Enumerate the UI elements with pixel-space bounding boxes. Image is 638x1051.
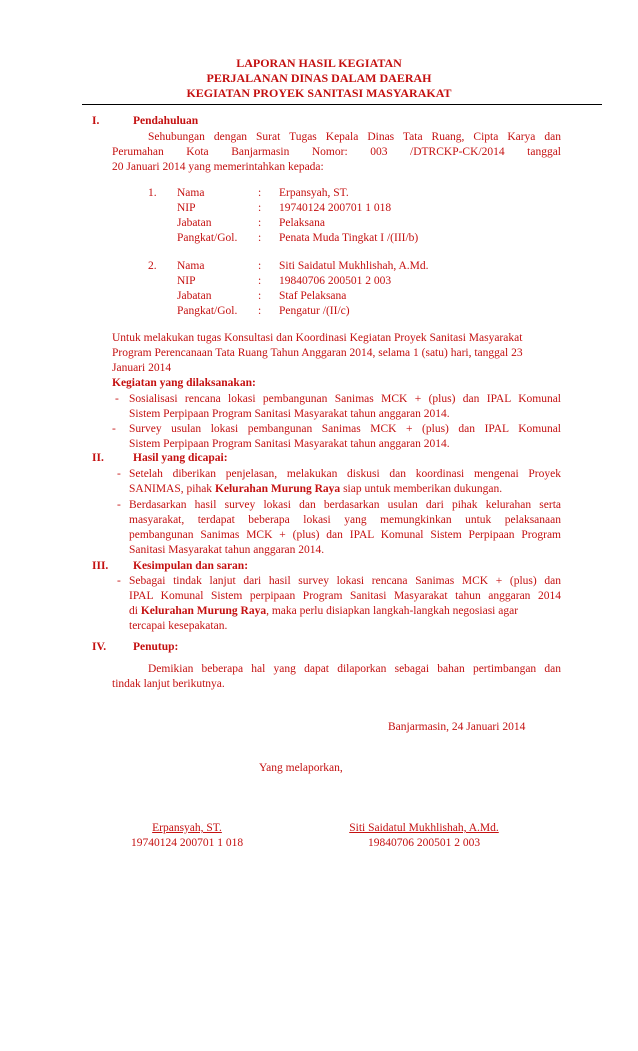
section-1-title: Pendahuluan [133, 115, 199, 127]
signer-2-nip: 19840706 200501 2 003 [367, 837, 481, 849]
kelurahan-name-2: Kelurahan Murung Raya [140, 605, 267, 617]
person-1-position-colon: : [258, 217, 262, 229]
person-1-name-value: Erpansyah, ST. [279, 187, 349, 199]
person-2-name-value: Siti Saidatul Mukhlishah, A.Md. [279, 260, 429, 272]
person-2-nip-colon: : [258, 275, 262, 287]
section-4-number: IV. [92, 641, 107, 653]
result-1-text-pre: SANIMAS, pihak [129, 483, 215, 495]
person-1-rank-value: Penata Muda Tingkat I /(III/b) [279, 232, 419, 244]
activity-2-line-1: Survey usulan lokasi pembangunan Sanimas MCK + (plus) dan IPAL Komunal [129, 423, 561, 435]
place-date: Banjarmasin, 24 Januari 2014 [388, 721, 526, 733]
person-2-rank-value: Pengatur /(II/c) [279, 305, 350, 317]
person-2-number: 2. [148, 260, 157, 272]
section-2-number: II. [92, 452, 104, 464]
conclusion-text-post: , maka perlu disiapkan langkah-langkah negosiasi agar [266, 605, 519, 617]
section-4-title: Penutup: [133, 641, 179, 653]
conclusion-line-3 [129, 604, 518, 619]
activity-1-line-2: Sistem Perpipaan Program Sanitasi Masyarakat tahun anggaran 2014. [129, 408, 450, 420]
result-1-line-1: Setelah diberikan penjelasan, melakukan diskusi dan koordinasi mengenai Proyek [129, 468, 561, 480]
report-title: LAPORAN HASIL KEGIATAN [236, 56, 402, 70]
person-1-nip-colon: : [258, 202, 262, 214]
activity-1-dash: - [115, 393, 119, 405]
intro-line-3: 20 Januari 2014 yang memerintahkan kepada: [112, 161, 324, 173]
result-2-line-4: Sanitasi Masyarakat tahun anggaran 2014. [129, 544, 325, 556]
kelurahan-name: Kelurahan Murung Raya [214, 483, 341, 495]
report-subtitle: PERJALANAN DINAS DALAM DAERAH [206, 71, 432, 85]
person-2-position-colon: : [258, 290, 262, 302]
section-3-number: III. [92, 560, 109, 572]
signer-1-nip: 19740124 200701 1 018 [130, 837, 244, 849]
intro-line-2: Perumahan Kota Banjarmasin Nomor: 003 /DTRCKP-CK/2014 tanggal [112, 146, 561, 158]
person-2-rank-colon: : [258, 305, 262, 317]
person-2-nip-label: NIP [177, 275, 196, 287]
result-1-line-2 [129, 482, 502, 497]
person-1-rank-label: Pangkat/Gol. [177, 232, 238, 244]
person-2-position-value: Staf Pelaksana [279, 290, 347, 302]
task-line-3: Januari 2014 [112, 362, 172, 374]
signer-1-name: Erpansyah, ST. [152, 822, 222, 834]
section-1-number: I. [92, 115, 100, 127]
signer-2-name: Siti Saidatul Mukhlishah, A.Md. [349, 822, 499, 834]
closing-line-2: tindak lanjut berikutnya. [112, 678, 225, 690]
result-2-line-1: Berdasarkan hasil survey lokasi dan berdasarkan usulan dari pihak kelurahan serta [129, 499, 561, 511]
person-1-position-label: Jabatan [177, 217, 212, 229]
activity-2-dash: - [112, 423, 116, 435]
conclusion-line-4: tercapai kesepakatan. [129, 620, 228, 632]
person-1-position-value: Pelaksana [279, 217, 325, 229]
person-2-nip-value: 19840706 200501 2 003 [279, 275, 392, 287]
conclusion-dash: - [117, 575, 121, 587]
person-1-nip-label: NIP [177, 202, 196, 214]
conclusion-line-1: Sebagai tindak lanjut dari hasil survey lokasi rencana Sanimas MCK + (plus) dan [129, 575, 561, 587]
task-line-2: Program Perencanaan Tata Ruang Tahun Anggaran 2014, selama 1 (satu) hari, tanggal 23 [112, 347, 523, 359]
result-2-line-2: masyarakat, terdapat beberapa lokasi yang memungkinkan untuk pelaksanaan [129, 514, 561, 526]
person-2-position-label: Jabatan [177, 290, 212, 302]
report-subtitle-project: KEGIATAN PROYEK SANITASI MASYARAKAT [186, 86, 452, 100]
header-divider [82, 104, 602, 105]
person-1-rank-colon: : [258, 232, 262, 244]
person-1-number: 1. [148, 187, 157, 199]
conclusion-line-2: IPAL Komunal Sistem perpipaan Program Sanitasi Masyarakat tahun anggaran 2014 [129, 590, 561, 602]
person-1-name-label: Nama [177, 187, 205, 199]
person-2-rank-label: Pangkat/Gol. [177, 305, 238, 317]
result-1-dash: - [117, 468, 121, 480]
person-1-name-colon: : [258, 187, 262, 199]
section-2-title: Hasil yang dicapai: [133, 452, 228, 464]
result-2-line-3: pembangunan Sanimas MCK + (plus) dan IPAL Komunal Sistem Perpipaan Program [129, 529, 561, 541]
conclusion-text-pre: di [129, 605, 141, 617]
person-1-nip-value: 19740124 200701 1 018 [279, 202, 392, 214]
result-2-dash: - [117, 499, 121, 511]
intro-line-1: Sehubungan dengan Surat Tugas Kepala Dinas Tata Ruang, Cipta Karya dan [148, 131, 561, 143]
section-3-title: Kesimpulan dan saran: [133, 560, 249, 572]
person-2-name-label: Nama [177, 260, 205, 272]
closing-line-1: Demikian beberapa hal yang dapat dilaporkan sebagai bahan pertimbangan dan [148, 663, 561, 675]
activities-heading: Kegiatan yang dilaksanakan: [112, 377, 256, 389]
activity-2-line-2: Sistem Perpipaan Program Sanitasi Masyarakat tahun anggaran 2014. [129, 438, 450, 450]
activity-1-line-1: Sosialisasi rencana lokasi pembangunan Sanimas MCK + (plus) dan IPAL Komunal [129, 393, 561, 405]
task-line-1: Untuk melakukan tugas Konsultasi dan Koordinasi Kegiatan Proyek Sanitasi Masyarakat [112, 332, 523, 344]
result-1-text-post: siap untuk memberikan dukungan. [340, 483, 503, 495]
reporter-label: Yang melaporkan, [259, 762, 343, 774]
person-2-name-colon: : [258, 260, 262, 272]
